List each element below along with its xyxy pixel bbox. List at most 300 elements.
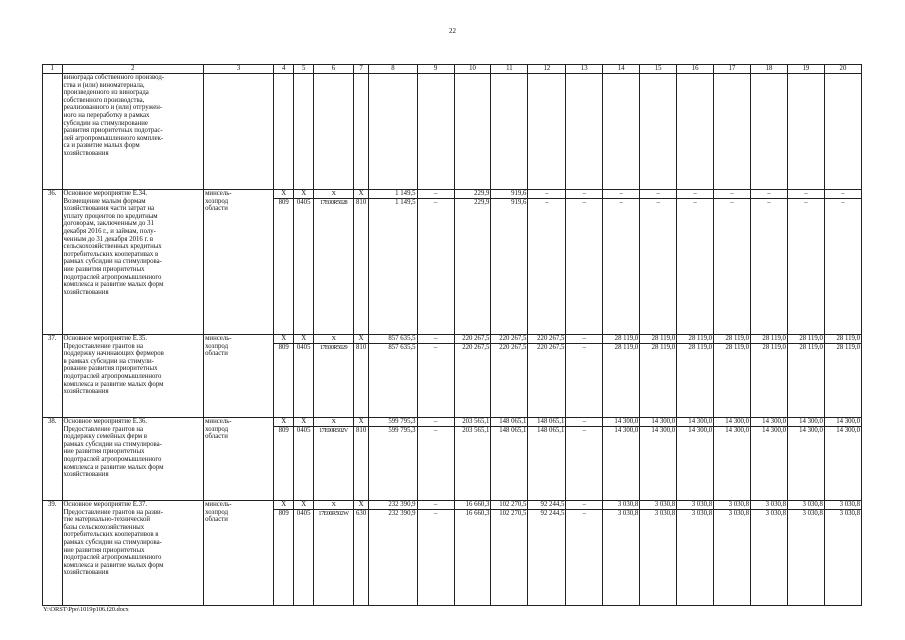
value-line-1: 92 244,5 xyxy=(528,501,565,510)
value-cell-col14 xyxy=(603,190,640,335)
event-name-line: хозяйствования xyxy=(63,388,109,396)
value-line-2: 809 xyxy=(278,199,289,206)
column-number-19: 19 xyxy=(787,65,824,74)
value-line-2: 14 300,0 xyxy=(614,427,639,434)
value-line-2: 3 030,8 xyxy=(654,510,676,517)
event-name-line: комплекса и развитие малых форм xyxy=(63,380,164,388)
value-cell-col14 xyxy=(603,418,640,501)
value-cell-col11 xyxy=(491,501,528,606)
value-cell-col17 xyxy=(714,501,751,606)
event-name-line: поддержку начинающих фермеров xyxy=(63,350,164,358)
value-line-1: 14 300,0 xyxy=(825,418,861,427)
value-line-2: 3 030,8 xyxy=(839,510,860,517)
value-line-2: – xyxy=(841,199,845,206)
value-line-2: – xyxy=(582,344,587,351)
value-line-2: 203 565,1 xyxy=(462,427,490,434)
event-name-line: Основное мероприятие Е.35. xyxy=(63,335,148,342)
value-cell-col4 xyxy=(273,190,294,335)
value-cell-col16 xyxy=(677,418,714,501)
value-line-1: 148 065,1 xyxy=(528,418,565,427)
value-cell-col12 xyxy=(528,335,566,418)
event-name-line: поддержку семейных ферм в xyxy=(63,433,147,441)
value-cell-col7 xyxy=(353,335,368,418)
value-line-2: – xyxy=(545,199,549,206)
event-name-line: тие материально-технической xyxy=(63,516,150,524)
responsible-line: хозпрод xyxy=(205,508,229,516)
value-cell-col5 xyxy=(294,418,314,501)
event-name-line: Предоставление грантов на разви- xyxy=(63,508,163,516)
value-cell-col16 xyxy=(677,335,714,418)
value-line-1: 3 030,8 xyxy=(677,501,713,510)
value-line-2: 102 270,5 xyxy=(499,510,527,517)
event-name-line: подотраслей агропромышленного xyxy=(63,554,162,562)
event-name-line: подотраслей агропромышленного xyxy=(63,456,162,464)
column-number-6: 6 xyxy=(313,65,353,74)
column-number-20: 20 xyxy=(824,65,861,74)
value-line-1: 3 030,8 xyxy=(603,501,639,510)
responsible-line: минсель- xyxy=(205,190,232,197)
value-line-1: – xyxy=(788,190,824,199)
value-line-1: Х xyxy=(314,501,353,510)
value-line-2: 919,6 xyxy=(511,199,527,206)
value-line-1: 3 030,8 xyxy=(788,501,824,510)
row-number-cell: 37. xyxy=(43,335,63,418)
value-line-2: 148 065,1 xyxy=(499,427,527,434)
value-line-1: 28 119,0 xyxy=(788,335,824,344)
value-line-2: 14 300,0 xyxy=(725,427,750,434)
value-cell-col19 xyxy=(787,501,824,606)
value-line-2: 630 xyxy=(356,510,367,517)
event-name-line: подотраслей агропромышленного xyxy=(63,273,162,281)
value-cell-col18 xyxy=(751,418,788,501)
value-line-2: – xyxy=(767,199,771,206)
value-line-2: – xyxy=(619,199,623,206)
responsible-cell xyxy=(204,501,274,606)
column-number-5: 5 xyxy=(294,65,314,74)
value-cell-col10 xyxy=(454,335,491,418)
value-line-1: Х xyxy=(354,501,368,510)
event-name-line: ние развития приоритетных xyxy=(63,448,145,456)
value-line-2: 232 390,9 xyxy=(388,510,416,517)
value-line-2: 28 119,0 xyxy=(688,344,713,351)
value-line-2: 220 267,5 xyxy=(462,344,490,351)
value-line-1: 28 119,0 xyxy=(751,335,787,344)
value-line-1: – xyxy=(751,190,787,199)
value-line-2: 857 635,5 xyxy=(388,344,416,351)
value-cell-col11 xyxy=(491,418,528,501)
event-name-line: хозяйствования xyxy=(63,569,109,577)
value-cell-col12 xyxy=(528,501,566,606)
value-line-1: 857 635,5 xyxy=(369,335,416,344)
event-name-line: декабря 2016 г., и займам, полу- xyxy=(63,228,156,236)
value-line-2: 3 030,8 xyxy=(802,510,823,517)
value-line-1: – xyxy=(566,501,602,510)
responsible-line: минсель- xyxy=(205,501,232,508)
value-line-1: – xyxy=(825,190,861,199)
event-name-line: ства и (или) виноматериала, xyxy=(63,81,145,89)
event-name-cell xyxy=(62,74,204,190)
value-line-1: Х xyxy=(294,335,313,344)
event-name-line: Возмещение малым формам xyxy=(63,197,146,205)
column-number-11: 11 xyxy=(491,65,528,74)
value-line-2: – xyxy=(433,199,438,206)
value-cell-col20 xyxy=(824,190,861,335)
event-name-line: хозяйствования части затрат на xyxy=(63,205,155,213)
value-line-1: 220 267,5 xyxy=(528,335,565,344)
value-line-2: 14 300,0 xyxy=(688,427,713,434)
value-cell-col13 xyxy=(566,501,603,606)
value-line-1: 3 030,8 xyxy=(825,501,861,510)
value-cell-col7 xyxy=(353,418,368,501)
value-line-2: 148 065,1 xyxy=(537,427,565,434)
value-line-1: 102 270,5 xyxy=(491,501,527,510)
responsible-cell xyxy=(204,418,274,501)
value-line-2: 0405 xyxy=(296,344,311,351)
responsible-cell xyxy=(204,190,274,335)
value-cell-col6 xyxy=(313,418,353,501)
column-number-header xyxy=(43,65,862,74)
value-line-2: 17Е00R502V xyxy=(319,427,348,434)
value-cell-col10 xyxy=(454,501,491,606)
value-line-1: Х xyxy=(294,190,313,199)
responsible-line: области xyxy=(205,516,228,524)
value-line-1: Х xyxy=(274,501,294,510)
event-name-line: развития приоритетных подотрас- xyxy=(63,127,163,135)
column-number-16: 16 xyxy=(677,65,714,74)
column-number-8: 8 xyxy=(369,65,417,74)
value-line-2: 17Е00R5029 xyxy=(319,344,348,351)
value-cell-col18 xyxy=(751,501,788,606)
value-cell-col17 xyxy=(714,418,751,501)
value-line-1: Х xyxy=(294,501,313,510)
value-line-1: 3 030,8 xyxy=(751,501,787,510)
value-cell-col16 xyxy=(677,190,714,335)
event-name-line: Основное мероприятие Е.37. xyxy=(63,501,148,508)
value-line-1: Х xyxy=(274,418,294,427)
value-line-1: – xyxy=(603,190,639,199)
budget-table xyxy=(42,64,862,606)
value-line-2: 0405 xyxy=(296,199,311,206)
value-line-2: 28 119,0 xyxy=(836,344,860,351)
value-cell-col11 xyxy=(491,335,528,418)
value-cell-col15 xyxy=(640,501,677,606)
column-number-1: 1 xyxy=(43,65,63,74)
value-line-1: Х xyxy=(274,335,294,344)
value-line-1: 14 300,0 xyxy=(640,418,676,427)
event-name-cell xyxy=(62,335,204,418)
value-line-1: Х xyxy=(314,335,353,344)
event-name-line: рамках субсидии на стимулирова- xyxy=(63,539,162,547)
column-number-12: 12 xyxy=(528,65,566,74)
event-name-line: сельскохозяйственных кредитных xyxy=(63,243,162,251)
value-line-1: 28 119,0 xyxy=(603,335,639,344)
value-cell-col4 xyxy=(273,335,294,418)
value-line-2: 0405 xyxy=(296,427,311,434)
value-cell-col17 xyxy=(714,335,751,418)
value-line-2: 3 030,8 xyxy=(617,510,639,517)
value-line-1: Х xyxy=(354,418,368,427)
responsible-cell xyxy=(204,335,274,418)
event-name-line: хозяйствования xyxy=(63,288,109,296)
event-name-line: ченным до 31 декабря 2016 г. в xyxy=(63,235,154,243)
value-cell-col4 xyxy=(273,501,294,606)
event-name-line: базы сельскохозяйственных xyxy=(63,523,145,531)
value-cell-col9 xyxy=(417,418,454,501)
value-line-1: Х xyxy=(294,418,313,427)
value-cell-col10 xyxy=(454,418,491,501)
value-line-2: – xyxy=(582,510,587,517)
event-name-line: субсидии на стимулирование xyxy=(63,119,148,127)
value-cell-col16 xyxy=(677,501,714,606)
value-cell-col15 xyxy=(640,418,677,501)
value-line-2: 810 xyxy=(356,344,367,351)
value-line-2: – xyxy=(433,510,438,517)
value-line-1: 14 300,0 xyxy=(603,418,639,427)
responsible-line: области xyxy=(205,433,228,441)
event-name-cell xyxy=(62,501,204,606)
value-line-2: 229,9 xyxy=(474,199,490,206)
value-line-2: 0405 xyxy=(296,510,311,517)
column-number-9: 9 xyxy=(417,65,454,74)
value-line-1: 28 119,0 xyxy=(714,335,750,344)
value-line-2: – xyxy=(433,344,438,351)
value-line-1: Х xyxy=(354,190,368,199)
value-cell-col8 xyxy=(369,418,417,501)
value-cell-col12 xyxy=(528,418,566,501)
value-line-1: 220 267,5 xyxy=(491,335,527,344)
value-line-1: 599 795,3 xyxy=(369,418,416,427)
responsible-line: минсель- xyxy=(205,335,232,342)
value-line-2: 92 244,5 xyxy=(540,510,565,517)
row-number-cell: 36. xyxy=(43,190,63,335)
value-line-1: 203 565,1 xyxy=(455,418,491,427)
value-line-1: 28 119,0 xyxy=(640,335,676,344)
value-line-1: 14 300,0 xyxy=(751,418,787,427)
value-line-1: – xyxy=(566,190,602,199)
value-line-2: 809 xyxy=(278,427,289,434)
value-line-2: 599 795,3 xyxy=(388,427,416,434)
event-name-line: винограда собственного производ- xyxy=(63,74,165,81)
value-cell-col6 xyxy=(313,190,353,335)
event-name-line: уплату процентов по кредитным xyxy=(63,212,158,220)
event-name-line: хозяйствования xyxy=(63,471,109,479)
value-line-2: 3 030,8 xyxy=(765,510,786,517)
event-name-line: подотраслей агропромышленного xyxy=(63,373,162,381)
value-cell-col19 xyxy=(787,418,824,501)
value-cell-col9 xyxy=(417,190,454,335)
responsible-cell xyxy=(204,74,274,190)
table-row xyxy=(43,418,862,501)
value-cell-col13 xyxy=(566,418,603,501)
value-line-1: 229,9 xyxy=(455,190,491,199)
value-line-1: 14 300,0 xyxy=(788,418,824,427)
event-name-line: договорам, заключенным до 31 xyxy=(63,220,154,228)
value-line-2: 28 119,0 xyxy=(651,344,676,351)
value-line-1: – xyxy=(418,335,454,344)
responsible-line: хозпрод xyxy=(205,342,229,350)
value-cell-col10 xyxy=(454,190,491,335)
value-line-2: 810 xyxy=(356,199,367,206)
column-number-4: 4 xyxy=(273,65,294,74)
value-line-2: – xyxy=(582,427,587,434)
event-name-line: комплекса и развитие малых форм xyxy=(63,561,164,569)
table-row xyxy=(43,190,862,335)
column-number-13: 13 xyxy=(566,65,603,74)
row-number-cell: 38. xyxy=(43,418,63,501)
value-line-2: – xyxy=(656,199,660,206)
column-number-7: 7 xyxy=(353,65,368,74)
responsible-line: области xyxy=(205,350,228,358)
event-name-line: Предоставление грантов на xyxy=(63,425,144,433)
row-number-cell xyxy=(43,74,63,190)
event-name-line: ние развития приоритетных xyxy=(63,546,145,554)
responsible-line: минсель- xyxy=(205,418,232,425)
value-cell-col9 xyxy=(417,335,454,418)
event-name-line: ного на переработку в рамках xyxy=(63,112,150,120)
column-number-15: 15 xyxy=(640,65,677,74)
value-line-2: – xyxy=(433,427,438,434)
value-cell-col7 xyxy=(353,501,368,606)
value-line-1: Х xyxy=(314,418,353,427)
value-line-2: 1 149,5 xyxy=(395,199,416,206)
value-line-2: 809 xyxy=(278,344,289,351)
event-name-line: ние развития приоритетных xyxy=(63,266,145,274)
value-cell-col5 xyxy=(294,335,314,418)
value-line-2: 220 267,5 xyxy=(499,344,527,351)
value-cell-col20 xyxy=(824,335,861,418)
value-line-2: 14 300,0 xyxy=(799,427,823,434)
value-line-1: 16 660,3 xyxy=(455,501,491,510)
event-name-line: потребительских кооперативах в xyxy=(63,250,159,258)
value-line-1: Х xyxy=(274,190,294,199)
column-number-14: 14 xyxy=(603,65,640,74)
event-name-line: са и развитие малых форм xyxy=(63,142,140,150)
value-line-1: 3 030,8 xyxy=(640,501,676,510)
value-cell-col13 xyxy=(566,335,603,418)
responsible-line: хозпрод xyxy=(205,197,229,205)
value-cell-col6 xyxy=(313,335,353,418)
value-line-1: 1 149,5 xyxy=(369,190,416,199)
table-row-continuation xyxy=(43,74,862,190)
value-cell-col18 xyxy=(751,335,788,418)
event-name-line: реализованного и (или) отгружен- xyxy=(63,104,163,112)
event-name-cell xyxy=(62,190,204,335)
event-name-line: лей агропромышленного комплек- xyxy=(63,134,164,142)
event-name-line: произведенного из винограда xyxy=(63,89,149,97)
table-row xyxy=(43,501,862,606)
value-line-2: 14 300,0 xyxy=(762,427,786,434)
event-name-line: хозяйствования xyxy=(63,150,109,158)
value-line-1: 919,6 xyxy=(491,190,527,199)
value-line-2: – xyxy=(693,199,697,206)
event-name-line: Основное мероприятие Е.36. xyxy=(63,418,148,425)
value-line-1: Х xyxy=(354,335,368,344)
value-line-1: 3 030,8 xyxy=(714,501,750,510)
value-line-1: 14 300,0 xyxy=(677,418,713,427)
value-cell-col20 xyxy=(824,501,861,606)
value-line-2: 16 660,3 xyxy=(465,510,490,517)
column-number-10: 10 xyxy=(454,65,491,74)
event-name-cell xyxy=(62,418,204,501)
value-cell-col20 xyxy=(824,418,861,501)
value-cell-col4 xyxy=(273,418,294,501)
value-cell-col18 xyxy=(751,190,788,335)
value-line-2: – xyxy=(582,199,587,206)
value-cell-col5 xyxy=(294,190,314,335)
responsible-line: области xyxy=(205,205,228,213)
value-line-2: 3 030,8 xyxy=(691,510,713,517)
event-name-line: рамках субсидии на стимулирова- xyxy=(63,258,162,266)
column-number-18: 18 xyxy=(751,65,788,74)
value-line-1: – xyxy=(418,418,454,427)
value-cell-col14 xyxy=(603,335,640,418)
value-cell-col19 xyxy=(787,190,824,335)
value-line-1: 148 065,1 xyxy=(491,418,527,427)
value-line-2: – xyxy=(804,199,808,206)
table-row xyxy=(43,335,862,418)
value-cell-col11 xyxy=(491,190,528,335)
event-name-line: Основное мероприятие Е.34. xyxy=(63,190,148,197)
value-line-1: 232 390,9 xyxy=(369,501,416,510)
value-cell-col15 xyxy=(640,335,677,418)
event-name-line: в рамках субсидии на стимули- xyxy=(63,357,154,365)
event-name-line: рование развития приоритетных xyxy=(63,365,158,373)
value-line-2: 809 xyxy=(278,510,289,517)
value-line-2: 810 xyxy=(356,427,367,434)
responsible-line: хозпрод xyxy=(205,425,229,433)
event-name-line: рамках субсидии на стимулирова- xyxy=(63,440,162,448)
event-name-line: комплекса и развитие малых форм xyxy=(63,463,164,471)
value-line-2: 220 267,5 xyxy=(537,344,565,351)
value-line-1: Х xyxy=(314,190,353,199)
value-line-1: 14 300,0 xyxy=(714,418,750,427)
value-line-1: – xyxy=(640,190,676,199)
value-line-2: 17Е00R5028 xyxy=(319,199,348,206)
value-cell-col8 xyxy=(369,190,417,335)
event-name-line: потребительских кооперативов в xyxy=(63,531,159,539)
value-line-2: – xyxy=(730,199,734,206)
value-line-1: – xyxy=(566,418,602,427)
value-line-1: – xyxy=(528,190,565,199)
value-cell-col7 xyxy=(353,190,368,335)
value-cell-col17 xyxy=(714,190,751,335)
value-line-1: – xyxy=(677,190,713,199)
value-cell-col5 xyxy=(294,501,314,606)
event-name-line: собственного производства, xyxy=(63,96,145,104)
value-cell-col14 xyxy=(603,501,640,606)
value-line-2: 3 030,8 xyxy=(728,510,750,517)
value-line-1: – xyxy=(418,501,454,510)
value-cell-col19 xyxy=(787,335,824,418)
event-name-line: комплекса и развитие малых форм xyxy=(63,281,164,289)
value-line-2: 28 119,0 xyxy=(614,344,639,351)
column-number-2: 2 xyxy=(62,65,204,74)
value-line-2: 17Е00R502W xyxy=(318,510,349,517)
value-line-1: – xyxy=(566,335,602,344)
value-line-1: 28 119,0 xyxy=(825,335,861,344)
row-number-cell: 39. xyxy=(43,501,63,606)
page-number: 22 xyxy=(449,27,456,35)
value-line-1: – xyxy=(714,190,750,199)
value-line-2: 14 300,0 xyxy=(836,427,860,434)
event-name-line: Предоставление грантов на xyxy=(63,342,144,350)
column-number-17: 17 xyxy=(714,65,751,74)
value-cell-col12 xyxy=(528,190,566,335)
value-cell-col15 xyxy=(640,190,677,335)
value-line-2: 14 300,0 xyxy=(651,427,676,434)
value-cell-col13 xyxy=(566,190,603,335)
value-cell-col8 xyxy=(369,501,417,606)
